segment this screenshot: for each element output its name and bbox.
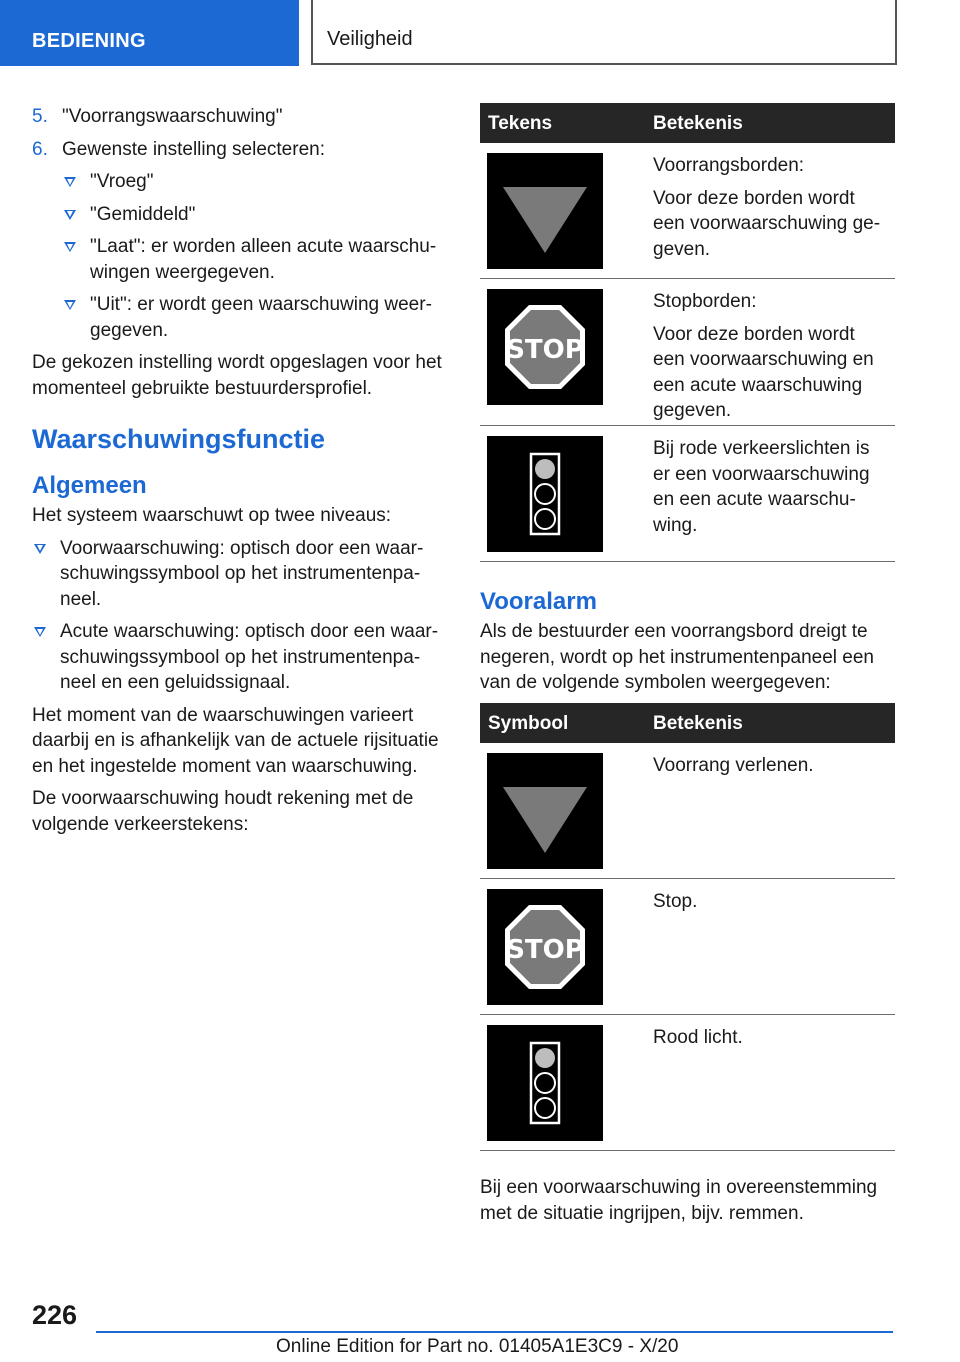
- left-column: [32, 104, 448, 844]
- step-item: [32, 137, 448, 163]
- stop-sign-icon: [487, 289, 603, 405]
- row-meaning: [653, 1025, 889, 1058]
- step-number: 5.: [32, 106, 48, 127]
- header-section-label: BEDIENING: [32, 30, 146, 52]
- yield-sign-icon: [487, 753, 603, 869]
- table-row: [480, 743, 895, 879]
- row-meaning: [653, 153, 889, 269]
- step-text: "Voorrangswaarschuwing": [62, 106, 283, 127]
- level-text: Acute waarschuwing: optisch door een waarschuwingssymbool op het instrumentenpaneel en een geluidssignaal.: [60, 621, 439, 693]
- moment-paragraph: Het moment van de waarschuwingen varieert daarbij en is afhankelijk van de actuele rijsituatie en het ingestelde moment van waarschuwing.: [32, 704, 439, 777]
- table-header-meaning: Betekenis: [653, 113, 743, 134]
- vooralarm-text: Als de bestuurder een voorrangsbord dreigt te negeren, wordt op het instrumentenpaneel een van de volgende symbolen weergegeven:: [480, 621, 874, 693]
- row-meaning: [653, 289, 889, 431]
- row-meaning: [653, 436, 889, 545]
- table-row: [480, 879, 895, 1015]
- table-header-meaning: Betekenis: [653, 713, 743, 734]
- row-meaning: [653, 753, 889, 786]
- bullet-triangle-icon: [64, 210, 76, 220]
- option-text: "Vroeg": [90, 171, 154, 192]
- row-meaning-line: Rood licht.: [653, 1027, 743, 1048]
- bullet-triangle-icon: [64, 177, 76, 187]
- bullet-triangle-icon: [64, 242, 76, 252]
- subsection-title: Algemeen: [32, 472, 147, 499]
- table-row: [480, 143, 895, 279]
- footer-divider: [96, 1331, 893, 1333]
- row-meaning-line: Voorrang verlenen.: [653, 755, 814, 776]
- stop-sign-text: STOP: [506, 935, 584, 965]
- option-item: [62, 202, 448, 228]
- level-item: [32, 536, 448, 613]
- table-header: [480, 103, 895, 143]
- page-number: 226: [32, 1300, 78, 1330]
- symbols-table: [480, 703, 895, 1151]
- option-text: "Gemiddeld": [90, 203, 196, 225]
- step-text: Gewenste instelling selecteren:: [62, 138, 325, 160]
- table-header-symbol: Symbool: [488, 713, 569, 734]
- option-item: [62, 234, 448, 285]
- footer-edition: Online Edition for Part no. 01405A1E3C9 - X/20: [276, 1336, 679, 1357]
- yield-sign-icon: [487, 153, 603, 269]
- header-subsection-label: Veiligheid: [327, 28, 413, 50]
- row-meaning-line: Stop.: [653, 891, 698, 912]
- table-row: [480, 1015, 895, 1151]
- section-title: Waarschuwingsfunctie: [32, 424, 326, 454]
- saved-note: De gekozen instelling wordt opgeslagen voor het momenteel gebruikte bestuurdersprofiel.: [32, 352, 442, 399]
- stop-sign-icon: [487, 889, 603, 1005]
- row-meaning: [653, 889, 889, 922]
- step-number: 6.: [32, 138, 48, 160]
- level-item: [32, 619, 448, 696]
- option-text: "Laat": er worden alleen acute waarschuwingen weergegeven.: [90, 236, 437, 283]
- stop-sign-text: STOP: [506, 335, 584, 365]
- row-meaning-line: Voor deze borden wordt een voorwaarschuwing en een acute waarschuwing gegeven.: [653, 323, 874, 421]
- vooralarm-title: Vooralarm: [480, 588, 597, 615]
- signs-paragraph: De voorwaarschuwing houdt rekening met de volgende verkeerstekens:: [32, 788, 414, 835]
- step-item: [32, 104, 448, 130]
- row-meaning-line: Voorrangsborden:: [653, 155, 805, 176]
- traffic-light-icon: [487, 1025, 603, 1141]
- intro-text: Het systeem waarschuwt op twee niveaus:: [32, 505, 392, 526]
- bullet-triangle-icon: [34, 627, 46, 637]
- option-text: "Uit": er wordt geen waarschuwing weergegeven.: [90, 294, 432, 341]
- option-item: [62, 292, 448, 343]
- table-row: [480, 426, 895, 562]
- bullet-triangle-icon: [64, 300, 76, 310]
- level-text: Voorwaarschuwing: optisch door een waarschuwingssymbool op het instrumentenpaneel.: [60, 537, 424, 610]
- closing-paragraph: Bij een voorwaarschuwing in overeenstemming met de situatie ingrijpen, bijv. remmen.: [480, 1177, 878, 1224]
- option-item: [62, 169, 448, 195]
- row-meaning-line: Stopborden:: [653, 291, 757, 312]
- traffic-light-icon: [487, 436, 603, 552]
- row-meaning-line: Bij rode verkeerslichten is er een voorwaarschuwing en een acute waarschuwing.: [653, 438, 870, 536]
- header-section-tab: [0, 0, 299, 66]
- bullet-triangle-icon: [34, 544, 46, 554]
- table-header: [480, 703, 895, 743]
- table-row: [480, 279, 895, 426]
- signs-table: [480, 103, 895, 562]
- table-header-signs: Tekens: [488, 113, 553, 134]
- row-meaning-line: Voor deze borden wordt een voorwaarschuwing gegeven.: [653, 187, 881, 260]
- header-subsection-box: [311, 0, 897, 65]
- vooralarm-section: [480, 587, 892, 703]
